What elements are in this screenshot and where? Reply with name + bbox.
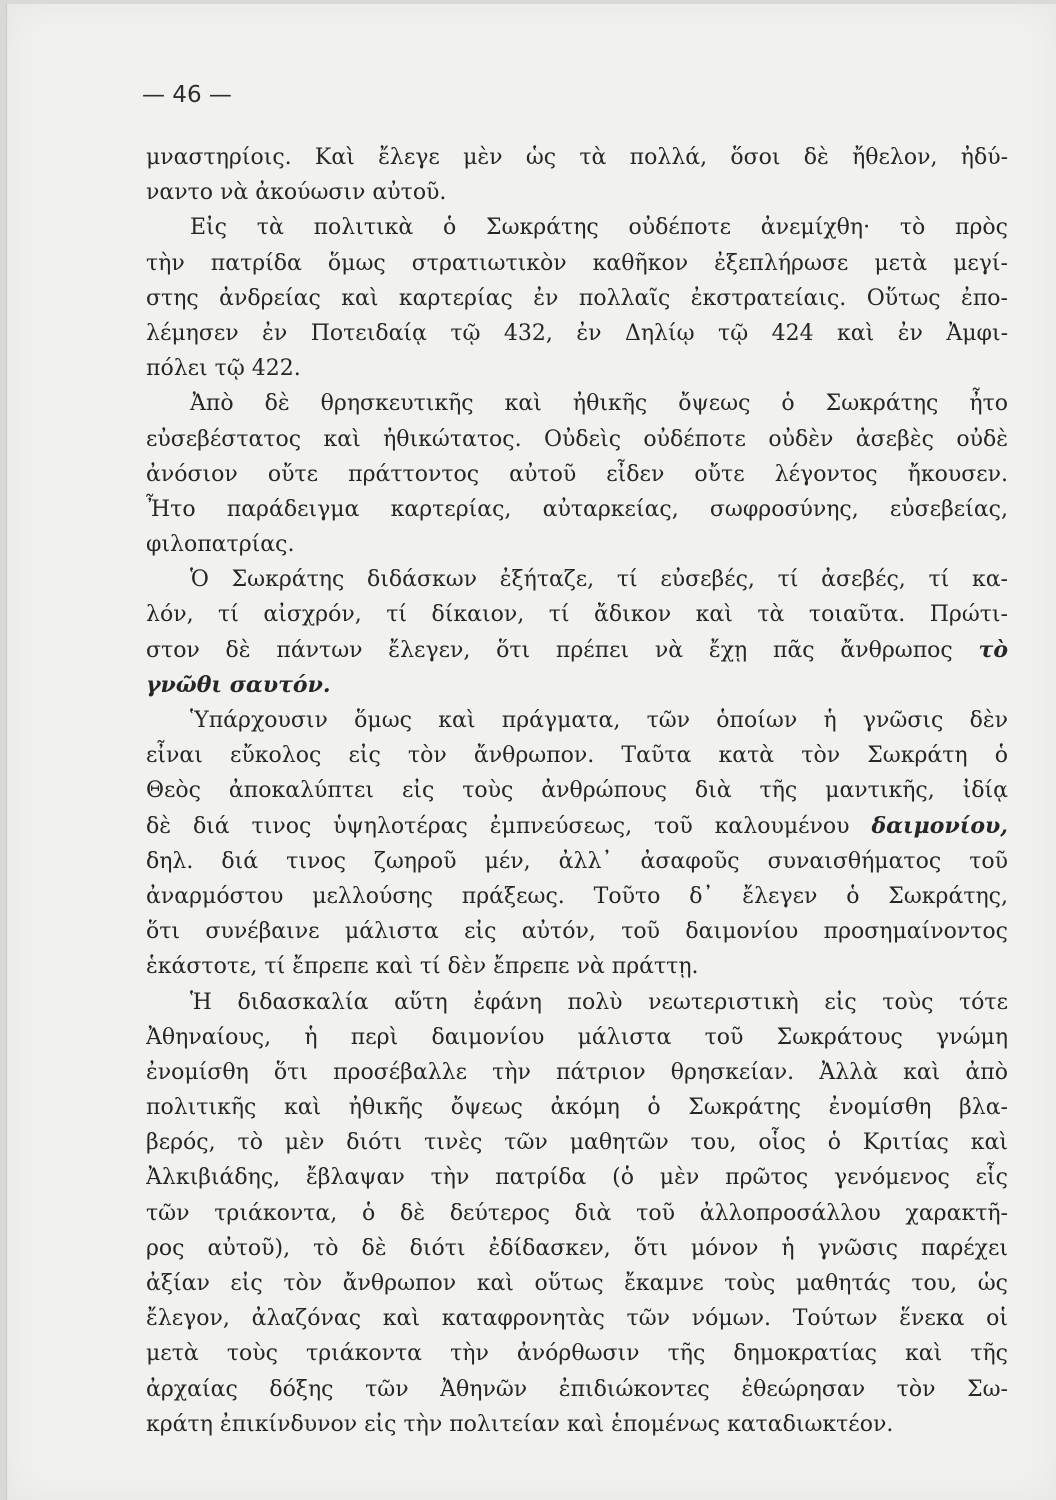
text-line: δηλ. διά τινος ζωηροῦ μέν, ἀλλ᾽ ἀσαφοῦς συναισθήματος τοῦ <box>146 848 1008 874</box>
emphasized-text: δαιμονίου, <box>871 812 1008 839</box>
text-line <box>146 809 1008 844</box>
text-line <box>146 668 1008 703</box>
text-line: ἀνόσιον οὔτε πράττοντος αὐτοῦ εἶδεν οὔτε λέγοντος ἤκουσεν. <box>146 461 1008 487</box>
emphasized-text: γνῶθι σαυτόν. <box>146 671 331 698</box>
text-line: πολιτικῆς καὶ ἠθικῆς ὄψεως ἀκόμη ὁ Σωκράτης ἐνομίσθη βλα- <box>146 1095 1008 1121</box>
text-line: στης ἀνδρείας καὶ καρτερίας ἐν πολλαῖς ἐκστρατείαις. Οὕτως ἐπο- <box>146 285 1008 311</box>
text-line: ἔλεγον, ἀλαζόνας καὶ καταφρονητὰς τῶν νόμων. Τούτων ἕνεκα οἱ <box>146 1306 1008 1332</box>
text-line: τὴν πατρίδα ὅμως στρατιωτικὸν καθῆκον ἐξεπλήρωσε μετὰ μεγί- <box>146 250 1008 276</box>
text-line: κράτη ἐπικίνδυνον εἰς τὴν πολιτείαν καὶ ἑπομένως καταδιωκτέον. <box>146 1411 894 1437</box>
text-line: Ὑπάρχουσιν ὅμως καὶ πράγματα, τῶν ὁποίων ἡ γνῶσις δὲν <box>190 708 1008 733</box>
text-line <box>146 633 1008 668</box>
text-line: ναντο νὰ ἀκούωσιν αὐτοῦ. <box>146 180 447 206</box>
text-line: Ὁ Σωκράτης διδάσκων ἐξήταζε, τί εὐσεβές, τί ἀσεβές, τί κα- <box>190 567 1008 593</box>
text-line: Ἀλκιβιάδης, ἔβλαψαν τὴν πατρίδα (ὁ μὲν πρῶτος γενόμενος εἷς <box>146 1165 1008 1191</box>
text-line: ὅτι συνέβαινε μάλιστα εἰς αὐτόν, τοῦ δαιμονίου προσημαίνοντος <box>146 919 1008 945</box>
text-line: φιλοπατρίας. <box>146 532 295 558</box>
text-line: Εἰς τὰ πολιτικὰ ὁ Σωκράτης οὐδέποτε ἀνεμίχθη· τὸ πρὸς <box>190 215 1008 241</box>
text-line: μναστηρίοις. Καὶ ἔλεγε μὲν ὡς τὰ πολλά, ὅσοι δὲ ἤθελον, ἠδύ- <box>146 145 1008 170</box>
book-page <box>6 4 1056 1500</box>
line-text: στον δὲ πάντων ἔλεγεν, ὅτι πρέπει νὰ ἔχῃ πᾶς ἄνθρωπος <box>146 637 953 663</box>
text-line: ἑκάστοτε, τί ἔπρεπε καὶ τί δὲν ἔπρεπε νὰ πράττῃ. <box>146 954 699 980</box>
text-line: λέμησεν ἐν Ποτειδαίᾳ τῷ 432, ἐν Δηλίῳ τῷ 424 καὶ ἐν Ἀμφι- <box>146 320 1008 346</box>
page-number: — 46 — <box>142 82 232 108</box>
text-line: τῶν τριάκοντα, ὁ δὲ δεύτερος διὰ τοῦ ἀλλοπροσάλλου χαρακτῆ- <box>146 1200 1008 1226</box>
text-line: Ἡ διδασκαλία αὕτη ἐφάνη πολὺ νεωτεριστικὴ εἰς τοὺς τότε <box>190 989 1008 1015</box>
body-text <box>146 140 1008 1442</box>
text-line: ἀρχαίας δόξης τῶν Ἀθηνῶν ἐπιδιώκοντες ἐθεώρησαν τὸν Σω- <box>146 1376 1008 1402</box>
text-line: ἐνομίσθη ὅτι προσέβαλλε τὴν πάτριον θρησκείαν. Ἀλλὰ καὶ ἀπὸ <box>146 1059 1008 1085</box>
text-line: πόλει τῷ 422. <box>146 356 301 382</box>
text-line: Ἀπὸ δὲ θρησκευτικῆς καὶ ἠθικῆς ὄψεως ὁ Σωκράτης ἦτο <box>190 391 1008 417</box>
text-line: ρος αὐτοῦ), τὸ δὲ διότι ἐδίδασκεν, ὅτι μόνον ἡ γνῶσις παρέχει <box>146 1235 1008 1261</box>
text-line: εὐσεβέστατος καὶ ἠθικώτατος. Οὐδεὶς οὐδέποτε οὐδὲν ἀσεβὲς οὐδὲ <box>146 426 1008 452</box>
text-line: λόν, τί αἰσχρόν, τί δίκαιον, τί ἄδικον καὶ τὰ τοιαῦτα. Πρώτι- <box>146 602 1008 628</box>
text-line: Θεὸς ἀποκαλύπτει εἰς τοὺς ἀνθρώπους διὰ τῆς μαντικῆς, ἰδίᾳ <box>146 778 1008 804</box>
text-line: μετὰ τοὺς τριάκοντα τὴν ἀνόρθωσιν τῆς δημοκρατίας καὶ τῆς <box>146 1341 1008 1367</box>
line-text: δὲ διά τινος ὑψηλοτέρας ἐμπνεύσεως, τοῦ καλουμένου <box>146 813 850 839</box>
text-line: ἀναρμόστου μελλούσης πράξεως. Τοῦτο δ᾽ ἔλεγεν ὁ Σωκράτης, <box>146 883 1008 909</box>
emphasized-text: τὸ <box>978 636 1008 663</box>
text-line: Ἦτο παράδειγμα καρτερίας, αὐταρκείας, σωφροσύνης, εὐσεβείας, <box>146 496 1008 522</box>
text-line: ἀξίαν εἰς τὸν ἄνθρωπον καὶ οὕτως ἔκαμνε τοὺς μαθητάς του, ὡς <box>146 1271 1008 1296</box>
text-line: βερός, τὸ μὲν διότι τινὲς τῶν μαθητῶν του, οἷος ὁ Κριτίας καὶ <box>146 1130 1008 1156</box>
text-line: εἶναι εὔκολος εἰς τὸν ἄνθρωπον. Ταῦτα κατὰ τὸν Σωκράτη ὁ <box>146 743 1008 769</box>
text-line: Ἀθηναίους, ἡ περὶ δαιμονίου μάλιστα τοῦ Σωκράτους γνώμη <box>146 1024 1008 1050</box>
